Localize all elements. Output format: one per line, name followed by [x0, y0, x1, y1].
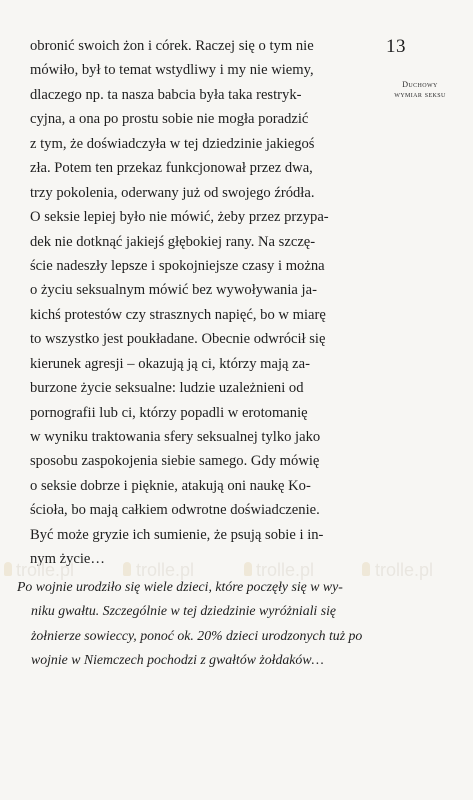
text-line: O seksie lepiej było nie mówić, żeby przez przypa-	[30, 209, 329, 226]
text-line: obronić swoich żon i córek. Raczej się o tym nie	[30, 38, 314, 54]
text-line: Być może gryzie ich sumienie, że psują sobie i in-	[30, 526, 324, 543]
watermark-text: trolle.pl	[136, 560, 195, 580]
text-line: burzone życie seksualne: ludzie uzależnieni od	[30, 380, 304, 397]
text-line: trzy pokolenia, oderwany już od swojego źródła.	[30, 184, 315, 201]
text-line: mówiło, był to temat wstydliwy i my nie wiemy,	[30, 62, 314, 79]
text-line: cyjna, a ona po prostu sobie nie mogła poradzić	[30, 111, 309, 128]
text-line: nym życie…	[30, 551, 105, 568]
italic-quote-block	[17, 575, 457, 673]
quote-line: niku gwałtu. Szczególnie w tej dziedzinie wyróżniali się	[31, 603, 337, 619]
text-line: o seksie dobrze i pięknie, atakują oni naukę Ko-	[30, 477, 311, 494]
watermark-text: trolle.pl	[256, 560, 315, 580]
body-paragraph	[30, 34, 364, 572]
quote-line: wojnie w Niemczech pochodzi z gwałtów żołdaków…	[31, 652, 324, 668]
page-number: 13	[386, 36, 406, 57]
watermark-tower-icon	[362, 562, 370, 576]
text-line: sposobu zaspokojenia siebie samego. Gdy mówię	[30, 453, 320, 470]
text-line: w wyniku traktowania sfery seksualnej tylko jako	[30, 429, 321, 445]
text-line: dlaczego np. ta nasza babcia była taka restryk-	[30, 86, 302, 103]
text-line: z tym, że doświadczyła w tej dziedzinie jakiegoś	[30, 135, 315, 152]
text-line: to wszystko jest poukładane. Obecnie odwrócił się	[30, 331, 326, 348]
text-line: zła. Potem ten przekaz funkcjonował przez dwa,	[30, 160, 313, 177]
watermark-text: trolle.pl	[375, 560, 434, 580]
text-line: pornografii lub ci, którzy popadli w erotomanię	[30, 404, 308, 421]
watermark-tower-icon	[4, 562, 12, 576]
watermark-tower-icon	[123, 562, 131, 576]
watermark-text: trolle.pl	[16, 560, 75, 580]
running-head-line-2: wymiar seksu	[394, 90, 446, 99]
text-line: ście nadeszły lepsze i spokojniejsze czasy i można	[30, 257, 325, 274]
text-line: o życiu seksualnym mówić bez wywoływania ja-	[30, 282, 317, 299]
running-head	[370, 80, 470, 100]
text-line: dek nie dotknąć jakiejś głębokiej rany. Na szczę-	[30, 233, 316, 250]
text-line: ścioła, bo mają całkiem odwrotne doświadczenie.	[30, 502, 320, 519]
quote-line: Po wojnie urodziło się wiele dzieci, które poczęły się w wy-	[17, 579, 343, 594]
text-line: kichś protestów czy strasznych napięć, bo w miarę	[30, 306, 326, 323]
watermark-tower-icon	[244, 562, 252, 576]
quote-line: żołnierze sowieccy, ponoć ok. 20% dzieci urodzonych tuż po	[31, 627, 363, 643]
running-head-line-1: Duchowy	[402, 80, 438, 89]
text-line: kierunek agresji – okazują ją ci, którzy mają za-	[30, 355, 310, 372]
